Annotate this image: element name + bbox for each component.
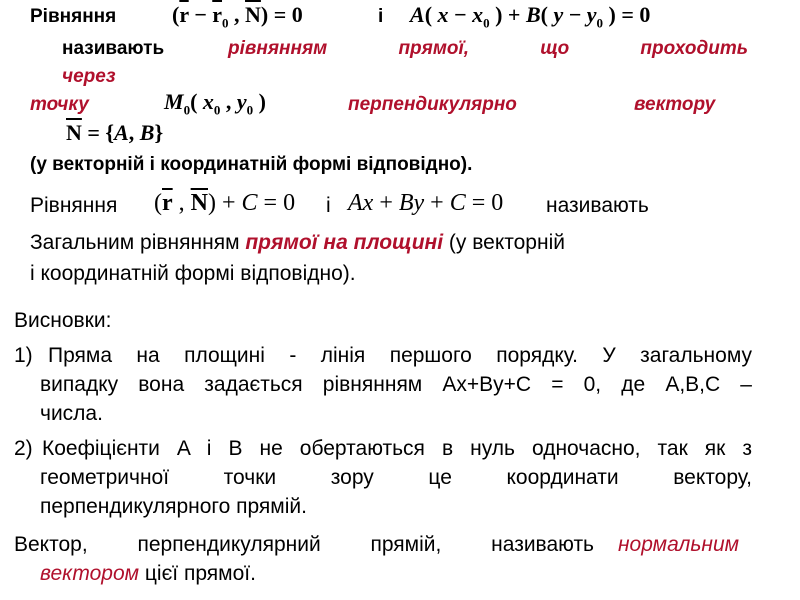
block2-line2-start: Загальним рівнянням (30, 231, 240, 254)
item1-number: 1) (14, 344, 33, 367)
vector-n-definition: $\overline{N} = \{A$, B} (66, 120, 164, 145)
conclusions-heading: Висновки: (14, 309, 112, 332)
equation-coord-form-point: A( $x - x_0$ ) + B( $y - y_0$ ) = 0 (410, 2, 651, 31)
block1-red-cherez: через (62, 66, 116, 87)
block1-red-perpendicular: перпендикулярно (348, 94, 517, 115)
equation-vector-form-point: ($\overline{r} - \overline{r}_0$ , $\overline{N}) = 0$ (172, 2, 303, 31)
block1-label-nazyvaiut: називають (62, 38, 165, 59)
block2-line2 (30, 231, 565, 255)
item2-number: 2) (14, 437, 33, 460)
item1-line3: числа. (40, 402, 103, 425)
block2-label-rivniannia: Рівняння (30, 194, 118, 217)
block2-label-nazyvaiut: називають (546, 194, 649, 217)
block2-label-i: і (326, 194, 331, 217)
final-line1-red: нормальним (618, 533, 740, 556)
item1-line2: випадку вона задається рівнянням Ax+By+C = 0, де A,B,C – (40, 373, 752, 396)
block2-line3: і координатній формі відповідно). (30, 262, 356, 285)
equation-general-vector-form: ($\overline{r}$ , $\overline{N}) + C = 0$ (154, 190, 296, 216)
block2-line2-end: (у векторній (448, 231, 565, 254)
point-m0: $M_0$( $x_0$ , $y_0$ ) (164, 89, 266, 118)
block1-red-vector: вектору (634, 94, 716, 115)
block1-red-phrase: рівнянням прямої, що проходить (228, 38, 748, 59)
item2-line3: перпендикулярного прямій. (40, 495, 307, 518)
equation-general-coord-form: Ax + By + C = 0 (348, 190, 504, 216)
final-line2 (40, 562, 256, 586)
block1-red-tochku: точку (30, 94, 89, 115)
final-line2-red: вектором (40, 562, 140, 585)
final-line1-start: Вектор, перпендикулярний прямій, називають (14, 533, 594, 556)
item2-line1: Коефіцієнти A і B не обертаються в нуль одночасно, так як з (42, 437, 752, 460)
block1-label-rivniannia: Рівняння (30, 6, 117, 27)
item2-line2: геометричної точки зору це координати вектору, (40, 466, 752, 489)
final-line2-end: цієї прямої. (144, 562, 256, 585)
block1-label-i: і (378, 6, 384, 27)
block2-line2-red: прямої на площині (245, 231, 444, 254)
block1-note: (у векторній і координатній формі відповідно). (30, 154, 473, 175)
item1-line1: Пряма на площині - лінія першого порядку. У загальному (48, 344, 752, 367)
